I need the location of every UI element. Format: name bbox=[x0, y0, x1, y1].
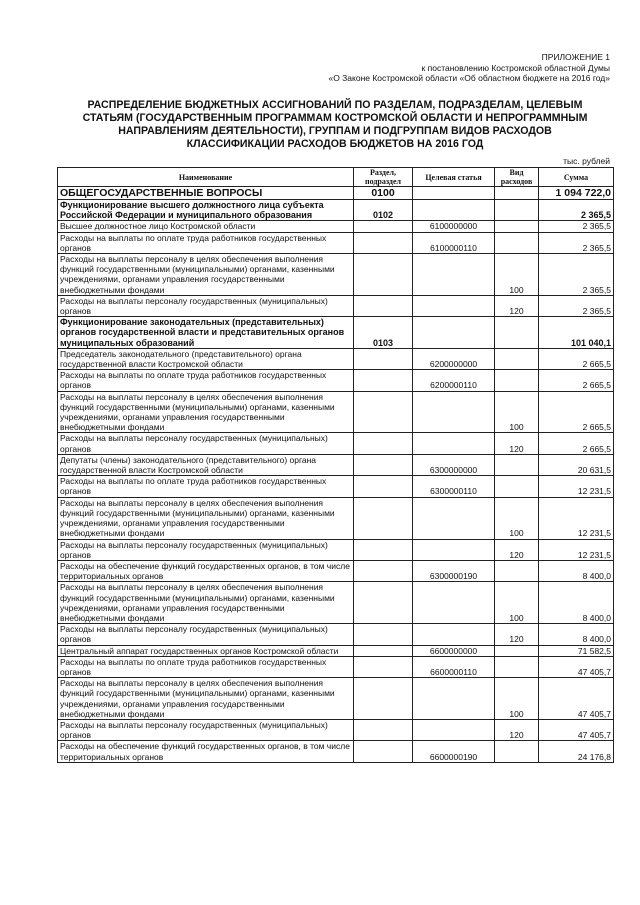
cell-article: 6600000000 bbox=[413, 645, 495, 656]
cell-sum: 47 405,7 bbox=[539, 678, 614, 720]
table-row bbox=[58, 348, 614, 369]
cell-kind: 120 bbox=[495, 539, 539, 560]
cell-kind: 100 bbox=[495, 582, 539, 624]
cell-section bbox=[354, 232, 413, 253]
cell-kind bbox=[495, 370, 539, 391]
cell-article: 6300000000 bbox=[413, 454, 495, 475]
cell-sum: 2 665,5 bbox=[539, 348, 614, 369]
cell-kind bbox=[495, 317, 539, 349]
cell-kind: 100 bbox=[495, 254, 539, 296]
cell-sum: 20 631,5 bbox=[539, 454, 614, 475]
cell-kind bbox=[495, 187, 539, 200]
cell-kind: 100 bbox=[495, 497, 539, 539]
cell-section bbox=[354, 370, 413, 391]
cell-sum: 2 665,5 bbox=[539, 391, 614, 433]
cell-name: Расходы на выплаты по оплате труда работников государственных органов bbox=[58, 656, 354, 677]
table-row bbox=[58, 200, 614, 221]
cell-kind: 120 bbox=[495, 433, 539, 454]
cell-article bbox=[413, 295, 495, 316]
cell-article bbox=[413, 539, 495, 560]
cell-sum: 12 231,5 bbox=[539, 539, 614, 560]
table-row bbox=[58, 391, 614, 433]
cell-section bbox=[354, 560, 413, 581]
cell-name: Расходы на выплаты персоналу государственных (муниципальных) органов bbox=[58, 719, 354, 740]
table-row bbox=[58, 719, 614, 740]
table-header-row bbox=[58, 168, 614, 187]
cell-name: Расходы на выплаты персоналу государственных (муниципальных) органов bbox=[58, 433, 354, 454]
cell-sum: 47 405,7 bbox=[539, 656, 614, 677]
table-row bbox=[58, 433, 614, 454]
cell-kind: 120 bbox=[495, 624, 539, 645]
cell-name: Расходы на выплаты персоналу в целях обеспечения выполнения функций государственными (муниципальными) органами, казенными учреждениями, органами управления государственными внебюджетными фондами bbox=[58, 497, 354, 539]
cell-article bbox=[413, 187, 495, 200]
cell-article: 6200000000 bbox=[413, 348, 495, 369]
cell-article bbox=[413, 678, 495, 720]
cell-kind bbox=[495, 454, 539, 475]
cell-name: Высшее должностное лицо Костромской области bbox=[58, 221, 354, 232]
cell-name: Расходы на выплаты по оплате труда работников государственных органов bbox=[58, 476, 354, 497]
table-row bbox=[58, 645, 614, 656]
table-row bbox=[58, 678, 614, 720]
cell-name: Расходы на выплаты персоналу государственных (муниципальных) органов bbox=[58, 624, 354, 645]
cell-section: 0100 bbox=[354, 187, 413, 200]
table-row bbox=[58, 295, 614, 316]
cell-article: 6100000110 bbox=[413, 232, 495, 253]
cell-section bbox=[354, 348, 413, 369]
cell-section bbox=[354, 433, 413, 454]
cell-section bbox=[354, 656, 413, 677]
table-row bbox=[58, 476, 614, 497]
cell-kind bbox=[495, 221, 539, 232]
cell-article bbox=[413, 254, 495, 296]
cell-article: 6600000190 bbox=[413, 741, 495, 762]
cell-article bbox=[413, 582, 495, 624]
cell-article: 6300000190 bbox=[413, 560, 495, 581]
table-row bbox=[58, 497, 614, 539]
cell-name: ОБЩЕГОСУДАРСТВЕННЫЕ ВОПРОСЫ bbox=[58, 187, 354, 200]
cell-sum: 2 365,5 bbox=[539, 232, 614, 253]
cell-section bbox=[354, 582, 413, 624]
cell-sum: 1 094 722,0 bbox=[539, 187, 614, 200]
cell-section bbox=[354, 741, 413, 762]
cell-sum: 12 231,5 bbox=[539, 497, 614, 539]
cell-section bbox=[354, 454, 413, 475]
cell-kind bbox=[495, 656, 539, 677]
table-row bbox=[58, 539, 614, 560]
cell-sum: 2 365,5 bbox=[539, 295, 614, 316]
cell-article bbox=[413, 391, 495, 433]
budget-table bbox=[57, 167, 614, 763]
cell-section bbox=[354, 719, 413, 740]
cell-article: 6200000110 bbox=[413, 370, 495, 391]
cell-name: Функционирование законодательных (представительных) органов государственной власти и представительных органов муниципальных образований bbox=[58, 317, 354, 349]
cell-kind bbox=[495, 476, 539, 497]
cell-article bbox=[413, 317, 495, 349]
cell-sum: 2 365,5 bbox=[539, 221, 614, 232]
cell-sum: 2 665,5 bbox=[539, 370, 614, 391]
cell-sum: 2 365,5 bbox=[539, 254, 614, 296]
cell-article: 6600000110 bbox=[413, 656, 495, 677]
cell-article: 6300000110 bbox=[413, 476, 495, 497]
cell-kind bbox=[495, 741, 539, 762]
cell-kind: 120 bbox=[495, 719, 539, 740]
budget-table-body bbox=[58, 187, 614, 763]
cell-sum: 8 400,0 bbox=[539, 582, 614, 624]
cell-kind: 100 bbox=[495, 391, 539, 433]
cell-name: Расходы на обеспечение функций государственных органов, в том числе территориальных органов bbox=[58, 560, 354, 581]
cell-section: 0102 bbox=[354, 200, 413, 221]
cell-kind bbox=[495, 645, 539, 656]
cell-sum: 2 665,5 bbox=[539, 433, 614, 454]
cell-name: Расходы на выплаты по оплате труда работников государственных органов bbox=[58, 232, 354, 253]
cell-name: Депутаты (члены) законодательного (представительного) органа государственной власти Костромской области bbox=[58, 454, 354, 475]
cell-name: Расходы на выплаты персоналу в целях обеспечения выполнения функций государственными (муниципальными) органами, казенными учреждениями, органами управления государственными внебюджетными фондами bbox=[58, 582, 354, 624]
cell-article: 6100000000 bbox=[413, 221, 495, 232]
cell-name: Функционирование высшего должностного лица субъекта Российской Федерации и муниципального образования bbox=[58, 200, 354, 221]
cell-section bbox=[354, 645, 413, 656]
cell-article bbox=[413, 200, 495, 221]
cell-name: Председатель законодательного (представительного) органа государственной власти Костромской области bbox=[58, 348, 354, 369]
cell-kind bbox=[495, 232, 539, 253]
cell-name: Расходы на выплаты персоналу в целях обеспечения выполнения функций государственными (муниципальными) органами, казенными учреждениями, органами управления государственными внебюджетными фондами bbox=[58, 678, 354, 720]
cell-article bbox=[413, 433, 495, 454]
cell-section: 0103 bbox=[354, 317, 413, 349]
cell-sum: 8 400,0 bbox=[539, 624, 614, 645]
cell-section bbox=[354, 391, 413, 433]
cell-name: Расходы на выплаты по оплате труда работников государственных органов bbox=[58, 370, 354, 391]
cell-name: Расходы на обеспечение функций государственных органов, в том числе территориальных органов bbox=[58, 741, 354, 762]
cell-kind: 100 bbox=[495, 678, 539, 720]
table-row bbox=[58, 232, 614, 253]
cell-section bbox=[354, 539, 413, 560]
cell-name: Центральный аппарат государственных органов Костромской области bbox=[58, 645, 354, 656]
table-row bbox=[58, 187, 614, 200]
cell-section bbox=[354, 254, 413, 296]
cell-kind: 120 bbox=[495, 295, 539, 316]
column-header-name: Наименование bbox=[58, 168, 354, 187]
column-header-section: Раздел, подраздел bbox=[354, 168, 413, 187]
cell-article bbox=[413, 624, 495, 645]
table-row bbox=[58, 582, 614, 624]
cell-sum: 71 582,5 bbox=[539, 645, 614, 656]
cell-sum: 101 040,1 bbox=[539, 317, 614, 349]
table-row bbox=[58, 656, 614, 677]
table-row bbox=[58, 370, 614, 391]
cell-sum: 2 365,5 bbox=[539, 200, 614, 221]
cell-sum: 24 176,8 bbox=[539, 741, 614, 762]
cell-kind bbox=[495, 200, 539, 221]
cell-sum: 47 405,7 bbox=[539, 719, 614, 740]
cell-name: Расходы на выплаты персоналу государственных (муниципальных) органов bbox=[58, 539, 354, 560]
cell-sum: 12 231,5 bbox=[539, 476, 614, 497]
cell-article bbox=[413, 719, 495, 740]
column-header-sum: Сумма bbox=[539, 168, 614, 187]
cell-name: Расходы на выплаты персоналу государственных (муниципальных) органов bbox=[58, 295, 354, 316]
units-label: тыс. рублей bbox=[563, 156, 610, 166]
cell-kind bbox=[495, 348, 539, 369]
appendix-line: к постановлению Костромской областной Думы bbox=[421, 62, 610, 73]
cell-section bbox=[354, 497, 413, 539]
cell-section bbox=[354, 624, 413, 645]
cell-section bbox=[354, 221, 413, 232]
cell-section bbox=[354, 678, 413, 720]
table-row bbox=[58, 254, 614, 296]
cell-kind bbox=[495, 560, 539, 581]
table-row bbox=[58, 741, 614, 762]
table-row bbox=[58, 221, 614, 232]
column-header-article: Целевая статья bbox=[413, 168, 495, 187]
appendix-line: «О Законе Костромской области «Об областном бюджете на 2016 год» bbox=[328, 73, 610, 83]
cell-section bbox=[354, 476, 413, 497]
table-row bbox=[58, 624, 614, 645]
table-row bbox=[58, 454, 614, 475]
cell-name: Расходы на выплаты персоналу в целях обеспечения выполнения функций государственными (муниципальными) органами, казенными учреждениями, органами управления государственными внебюджетными фондами bbox=[58, 391, 354, 433]
table-row bbox=[58, 317, 614, 349]
appendix-line: ПРИЛОЖЕНИЕ 1 bbox=[541, 52, 610, 62]
cell-article bbox=[413, 497, 495, 539]
document-title: РАСПРЕДЕЛЕНИЕ БЮДЖЕТНЫХ АССИГНОВАНИЙ ПО РАЗДЕЛАМ, ПОДРАЗДЕЛАМ, ЦЕЛЕВЫМ СТАТЬЯМ (ГОСУДАРСТВЕННЫМ ПРОГРАММАМ КОСТРОМСКОЙ ОБЛАСТИ И НЕПРОГРАММНЫМ НАПРАВЛЕНИЯМ ДЕЯТЕЛЬНОСТИ), ГРУППАМ И ПОДГРУППАМ ВИДОВ РАСХОДОВ КЛАССИФИКАЦИИ РАСХОДОВ БЮДЖЕТОВ НА 2016 ГОД bbox=[82, 99, 588, 150]
table-row bbox=[58, 560, 614, 581]
appendix-note bbox=[250, 52, 610, 84]
column-header-kind: Вид расходов bbox=[495, 168, 539, 187]
cell-section bbox=[354, 295, 413, 316]
cell-name: Расходы на выплаты персоналу в целях обеспечения выполнения функций государственными (муниципальными) органами, казенными учреждениями, органами управления государственными внебюджетными фондами bbox=[58, 254, 354, 296]
cell-sum: 8 400,0 bbox=[539, 560, 614, 581]
